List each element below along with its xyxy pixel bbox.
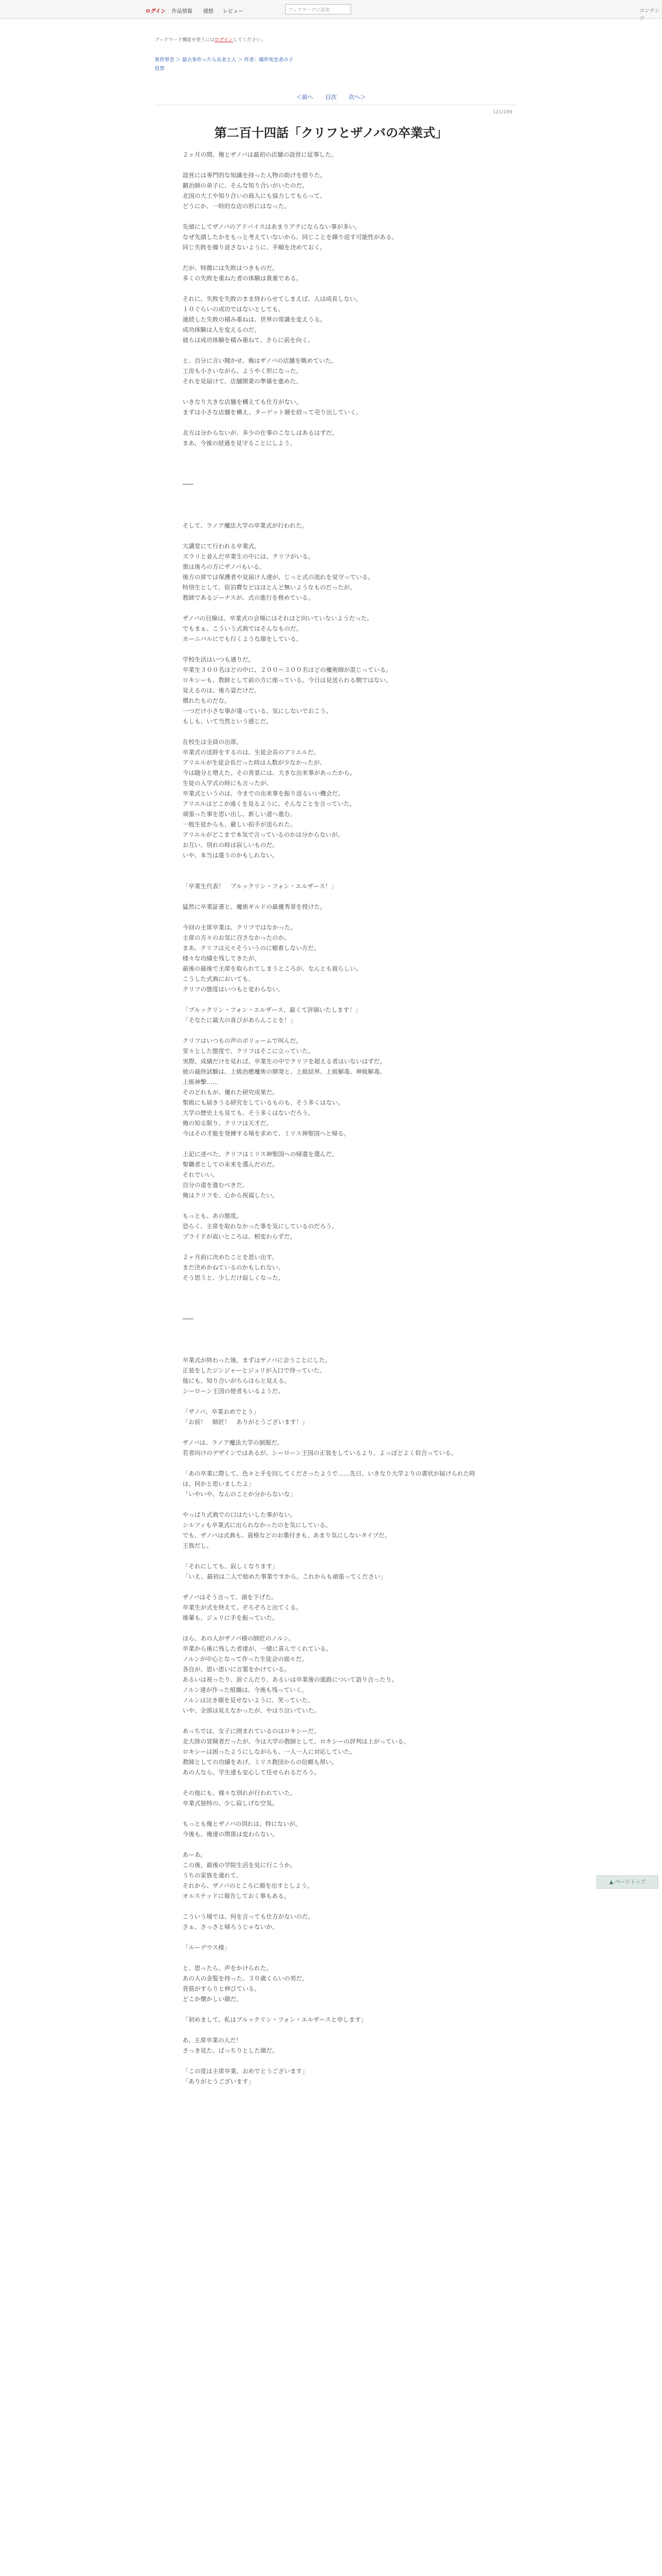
vote-link[interactable]: 投票 xyxy=(155,66,165,72)
pager-top xyxy=(0,93,662,101)
nav-item-reviews[interactable]: 感想 xyxy=(203,9,213,14)
page-number: 121/199 xyxy=(493,110,512,115)
bookmark-notice xyxy=(155,36,266,43)
login-link[interactable]: ログイン xyxy=(145,9,166,14)
chapter-body: ２ヶ月の間、俺とザノバは最初の店舗の設営に従事した。 設営には専門的な知識を持った人物の助けを借りた。 鍛冶師の弟子に、そんな知り合いがいたのだ。 北国の大工や知り合いの商人にも協力してもらって、 どうにか、一時的な店の形にはなった。 先頭にしてザノバのアドバイスはあまりアテにならない事が多い。 なぜ先頭したかをもっと考えていないから、同じことを繰り返す可能性がある。 同じ失敗を繰り返さないように、手順を決めておく。 だが、特徴には失敗はつきものだ。 多くの失敗を重ねた者の体験は貴重である。 それに、失敗を失敗のまま終わらせてしまえば、人は成長しない。 １０ぐらいの成功ではないとしても、 連続した失敗の積み重ねは、世界の常識を変えうる。 成功体験は人を変えるのだ。 彼らは成功体験を積み重ねて、さらに前を向く。 と、自分に言い聞かせ、俺はザノバの店舗を眺めていた。 工房も小さいながら、ようやく形になった。 それを見届けて、店舗開業の準備を進めた。 いきなり大きな店舗を構えても仕方がない。 まずは小さな店舗を構え、ターゲット層を絞って売り出していく。 北方は分からないが、多少の仕事のこなしはあるはずだ。 まあ、今後の経過を見守ることにしよう。 ─── そして、ラノア魔法大学の卒業式が行われた。 大講堂にて行われる卒業式。 ズラリと並んだ卒業生の中には、クリフがいる。 奥は後ろの方にザノバもいる。 後方の席では保護者や見届け人達が、じっと式の流れを見守っている。 特別生として、宿泊費などはほとんど無いようなものだったが。 教師であるジーナスが、式の進行を務めている。 ザノバの目線は、卒業式の会場にはそれほど向いていないようだった。 でもまぁ、こういう式典ではそんなものだ。 カーニバルにでも行くような顔をしている。 学校生活はいつも通りだ。 卒業生３００名ほどの中に、２００〜３００名ほどの魔術師が混じっている。 ロキシーも、教師として前の方に座っている。今日は見送られる側ではない。 見えるのは、後ろ姿だけだ。 慣れたものだな。 一つだけ小さな事が違っている。気にしないでおこう。 もしも、いて当然という感じだ。 在校生は全員の出席。 卒業式の送辞をするのは、生徒会長のアリエルだ。 アリエルが生徒会長だった時は人数が少なかったが、 今は随分と増えた。その背景には、大きな出来事があったから。 生徒の入学式の時にも言ったが、 卒業式というのは、今までの出来事を振り返るいい機会だ。 アリエルはどこか遠くを見るように、そんなことを言っていた。 頑張った事を思い出し、新しい道へ進む。 一般生徒からも、厳しい拍手が送られた。 アリエルがどこまで本気で言っているのかは分からないが、 お互い、別れの時は寂しいものだ。 いや、本当は違うのかもしれない。 「卒業生代表！ ブルックリン・フォン・エルザース！」 猛然に卒業証書と、魔術ギルドの最優秀章を授けた。 今回の主席卒業は、クリフではなかった。 主席の方々のお気に召さなかったのか。 まあ、クリフは元々そういうのに頓着しない方だ。 様々な功績を残してきたが、 最後の最後で主席を取られてしまうところが、なんとも彼らしい。 こうした式典においても、 クリフの態度はいつもと変わらない。 「ブルックリン・フォン・エルザース、最くて評価いたします！」 「そなたに最大の喜びがあらんことを！」 クリフはいつもの声のボリュームで叫んだ。 堂々とした態度で、クリフはそこに立っていた。 実際、成績だけを見れば、卒業生の中でクリフを超える者はいないはずだ。 彼の最終試験は、上級治癒魔術の開発と、上級結界、上級解毒、神級解毒、 上級神撃…… そのどれもが、優れた研究成果だ。 聖級にも届きうる研究をしているものも、そう多くはない。 大学の歴史上も見ても、そう多くはないだろう。 俺の知る限り、クリフは天才だ。 今はその才能を発揮する場を求めて、ミリス神聖国へと帰る。 上記に述べた、クリフはミリス神聖国への帰還を選んだ。 聖職者としての未来を選んだのだ。 それでいい。 自分の道を進むべきだ。 俺はクリフを、心から祝福したい。 もっとも、あの態度。 恐らく、主席を取れなかった事を気にしているのだろう。 プライドが高いところは、相変わらずだ。 ２ヶ月前に決めたことを思い出す。 まだ決めかねているのかもしれない。 そう思うと、少しだけ寂しくなった。 ─── 卒業式が終わった後、まずはザノバに会うことにした。 正装をしたジンジャーとジュリが入口で待っていた。 他にも、知り合いがちらほらと見える。 シーローン王国の使者もいるようだ。 「ザノバ、卒業おめでとう」 「お前！ 師匠！ ありがとうございます！」 ザノバは、ラノア魔法大学の制服だ。 若者向けのデザインではあるが、シーローン王国の正装をしているより、よっぽどよく似合っている。 「あの卒業に際して、色々と手を回してくださったようで……先日、いきなり大学よりの書状が届けられた時は、何かと思いましたよ」 「いやいや、なんのことか分からないな」 やっぱり式典での口はたいした事がない。 シルフィも卒業式に出られなかったのを気にしている。 でも、ザノバは式典も、資格などのお墨付きも、あまり気にしないタイプだ。 王族だし。 「それにしても、寂しくなります」 「いえ、最初は二人で始めた事業ですから。これからも頑張ってください」 ザノバはそう言って、頭を下げた。 卒業生が式を終えて、ぞろぞろと出てくる。 後輩も、ジュリに手を振っていた。 ほら、あの人がザノバ様の師匠のノルン。 卒業から後に残した者達が、一緒に喜んでくれている。 ノルンが中心となって作った生徒会の面々だ。 各自が、思い思いに言葉をかけている。 あるいは祝ったり、涙ぐんだり、あるいは卒業後の進路について語り合ったり。 ノルン達が作った組織は、今後も残っていく。 ノルンは泣き顔を見せないように、笑っていた。 いや、全部は見えなかったが、やはり泣いていた。 あっちでは、女子に囲まれているのはロキシーだ。 北大陸の冒険者だったが、今は大学の教師として、ロキシーの評判は上がっている。 ロキシーは困ったようにしながらも、一人一人に対応していた。 教師としての功績をあげ、ミリス教団からの信頼も厚い。 あの人なら、学生達も安心して任せられるだろう。 その他にも、様々な別れが行われていた。 卒業式独特の、少し寂しげな空気。 もっとも俺とザノバの別れは、特にないが。 今後も、俺達の関係は変わらない。 あーあ。 この後、最後の学院生活を見に行こうか。 うちの家族を連れて、 それから、ザノバのところに顔を出すとしよう。 オルステッドに報告しておく事もある。 こういう場では、何を言っても仕方がないのだ。 さぁ、さっさと帰ろうじゃないか。 「ルーデウス様」 と、思ったら、声をかけられた。 あの人の金髪を持った、３０歳くらいの男だ。 背筋がすらりと伸びている。 どこか懐かしい顔だ。 「初めまして、私はブルックリン・フォン・エルザースと申します」 あ、主席卒業の人だ！ さっき見た、ばっちりとした顔だ。 「この度は主席卒業、おめでとうございます」 「ありがとうございます」 xyxy=(183,151,475,2085)
notice-prefix: ブックマーク機能を使うには xyxy=(155,38,215,43)
top-bar xyxy=(0,0,662,22)
chapter-title: 第二百十四話「クリフとザノバの卒業式」 xyxy=(214,126,448,140)
bookmark-add-box[interactable]: ブックマークに追加 xyxy=(285,4,351,14)
nav-item-review[interactable]: レビュー xyxy=(223,9,243,14)
notice-suffix: してください。 xyxy=(233,38,266,43)
toc-link[interactable]: 目次 xyxy=(325,94,337,100)
notice-login-link[interactable]: ログイン xyxy=(214,38,233,43)
nav-item-info[interactable]: 作品情報 xyxy=(172,9,192,14)
breadcrumb[interactable]: 異世界恋 ＞ 最古参作ったら長者主人 ＞ 作者：爆炸死恋者の子 xyxy=(155,57,293,63)
prev-link[interactable]: ＜前へ xyxy=(296,94,313,100)
brand-label: コンテンツ xyxy=(639,8,660,22)
next-link[interactable]: 次へ＞ xyxy=(349,94,366,100)
side-button[interactable]: ▲ ページトップ xyxy=(597,1875,658,1889)
